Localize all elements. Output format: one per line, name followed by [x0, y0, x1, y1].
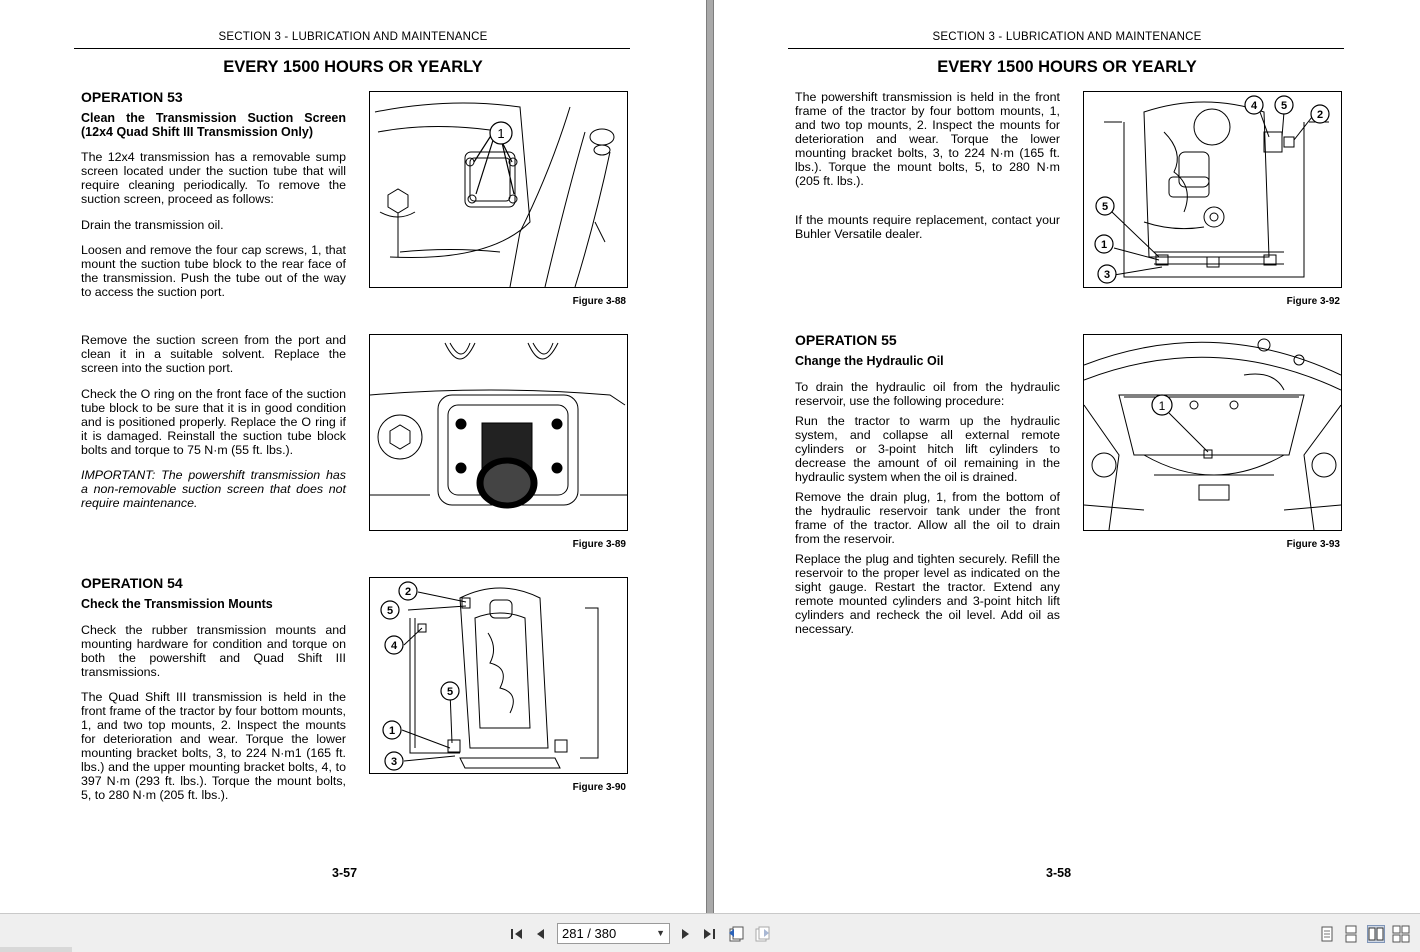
- left-page: [0, 0, 706, 913]
- callout-3: 3: [1103, 269, 1111, 281]
- section-header: SECTION 3 - LUBRICATION AND MAINTENANCE: [932, 31, 1202, 43]
- next-page-icon[interactable]: [675, 924, 695, 944]
- figure-3-88-illustration: [369, 91, 628, 288]
- callout-4: 4: [1250, 100, 1258, 112]
- page-title: EVERY 1500 HOURS OR YEARLY: [937, 58, 1197, 76]
- right-page: [714, 0, 1420, 913]
- viewer-toolbar: [0, 913, 1420, 952]
- figure-3-90-caption: Figure 3-90: [572, 782, 626, 793]
- callout-1: 1: [1100, 239, 1108, 251]
- callout-1: 1: [388, 725, 396, 737]
- callout-5: 5: [1280, 100, 1288, 112]
- facing-pages-view-icon[interactable]: [1367, 925, 1385, 943]
- go-forward-icon[interactable]: [752, 924, 772, 944]
- operation-54-subheading: Check the Transmission Mounts: [81, 597, 273, 611]
- op54-paragraph-2: The Quad Shift III transmission is held in the front frame of the tractor by four bottom mounts, 1, and two top mounts, 2. Inspect the mounts for deterioration and wear. Torque the lower mounting bracket bolts, 3, to 224 N·m1 (165 ft. lbs.) and the upper mounting bracket bolts, 4, to 397 N·m (293 ft. lbs.). Torque the mount bolts, 5, to 280 N·m (205 ft. lbs.).: [81, 690, 346, 802]
- header-rule: [788, 48, 1344, 49]
- op53-paragraph-3: Loosen and remove the four cap screws, 1, that mount the suction tube block to the rear face of the transmission. Push the tube out of the way to access the suction port.: [81, 243, 346, 299]
- op54-paragraph-1: Check the rubber transmission mounts and mounting hardware for condition and torque on both the powershift and Quad Shift III transmissions.: [81, 623, 346, 679]
- callout-2: 2: [1316, 109, 1324, 121]
- intro-paragraph-2: If the mounts require replacement, contact your Buhler Versatile dealer.: [795, 213, 1060, 241]
- operation-55-subheading: Change the Hydraulic Oil: [795, 354, 944, 368]
- op53-paragraph-1: The 12x4 transmission has a removable sump screen located under the suction tube that will require cleaning periodically. To remove the suction screen, proceed as follows:: [81, 150, 346, 206]
- figure-3-92-illustration: [1083, 91, 1342, 288]
- intro-paragraph-1: The powershift transmission is held in the front frame of the tractor by four bottom mounts, 1, and two top mounts, 2. Inspect the mounts for deterioration and wear. Torque the lower mounting bracket bolts, 3, to 224 N·m (165 ft. lbs.). Torque the mount bolts, 5, to 280 N·m (205 ft. lbs.).: [795, 90, 1060, 188]
- page-indicator: 281 / 380: [562, 926, 617, 941]
- figure-3-93-caption: Figure 3-93: [1286, 539, 1340, 550]
- figure-3-90-illustration: [369, 577, 628, 774]
- callout-5: 5: [446, 686, 454, 698]
- operation-55-heading: OPERATION 55: [795, 332, 897, 348]
- section-header: SECTION 3 - LUBRICATION AND MAINTENANCE: [218, 31, 488, 43]
- callout-1: 1: [497, 126, 505, 141]
- figure-3-89-caption: Figure 3-89: [572, 539, 626, 550]
- page-number-input[interactable]: [557, 923, 670, 944]
- continuous-view-icon[interactable]: [1342, 925, 1360, 943]
- chevron-down-icon[interactable]: ▼: [656, 928, 665, 938]
- callout-2: 2: [404, 586, 412, 598]
- page-number: 3-57: [332, 866, 358, 880]
- go-back-icon[interactable]: [726, 924, 746, 944]
- operation-54-heading: OPERATION 54: [81, 575, 183, 591]
- figure-3-88-caption: Figure 3-88: [572, 296, 626, 307]
- callout-4: 4: [390, 640, 398, 652]
- page-title: EVERY 1500 HOURS OR YEARLY: [223, 58, 483, 76]
- op55-paragraph-1: To drain the hydraulic oil from the hydraulic reservoir, use the following procedure:: [795, 380, 1060, 408]
- continuous-facing-view-icon[interactable]: [1392, 925, 1410, 943]
- op53-important-note: IMPORTANT: The powershift transmission has a non-removable suction screen that does not require maintenance.: [81, 468, 346, 510]
- op53-paragraph-5: Check the O ring on the front face of the suction tube block to be sure that it is in good condition and is positioned properly. Replace the O ring if it is damaged. Reinstall the suction tube block bolts and torque to 75 N·m (55 ft. lbs.).: [81, 387, 346, 457]
- page-gutter: [706, 0, 714, 913]
- op55-paragraph-4: Replace the plug and tighten securely. Refill the reservoir to the proper level as indicated on the sight gauge. Restart the tractor. Extend any remote mounted cylinders and 3-point hitch lift cylinders and recheck the oil level. Add oil as necessary.: [795, 552, 1060, 636]
- callout-3: 3: [390, 756, 398, 768]
- figure-3-92-caption: Figure 3-92: [1286, 296, 1340, 307]
- status-strip: [0, 947, 72, 952]
- page-number: 3-58: [1046, 866, 1072, 880]
- operation-53-heading: OPERATION 53: [81, 89, 183, 105]
- figure-3-93-illustration: [1083, 334, 1342, 531]
- callout-5: 5: [386, 605, 394, 617]
- first-page-icon[interactable]: [507, 924, 527, 944]
- op55-paragraph-2: Run the tractor to warm up the hydraulic system, and collapse all external remote cylinders or 3-point hitch lift cylinders to decrease the amount of oil remaining in the hydraulic system when the oil is drained.: [795, 414, 1060, 484]
- last-page-icon[interactable]: [699, 924, 719, 944]
- figure-3-89-illustration: [369, 334, 628, 531]
- callout-5: 5: [1101, 201, 1109, 213]
- op55-paragraph-3: Remove the drain plug, 1, from the bottom of the hydraulic reservoir tank under the front frame of the tractor. Allow all the oil to drain from the reservoir.: [795, 490, 1060, 546]
- single-page-view-icon[interactable]: [1318, 925, 1336, 943]
- op53-paragraph-4: Remove the suction screen from the port and clean it in a suitable solvent. Replace the screen into the suction port.: [81, 333, 346, 375]
- header-rule: [74, 48, 630, 49]
- operation-53-subheading: Clean the Transmission Suction Screen (12x4 Quad Shift III Transmission Only): [81, 111, 346, 139]
- callout-1: 1: [1158, 399, 1166, 413]
- op53-paragraph-2: Drain the transmission oil.: [81, 218, 224, 232]
- previous-page-icon[interactable]: [531, 924, 551, 944]
